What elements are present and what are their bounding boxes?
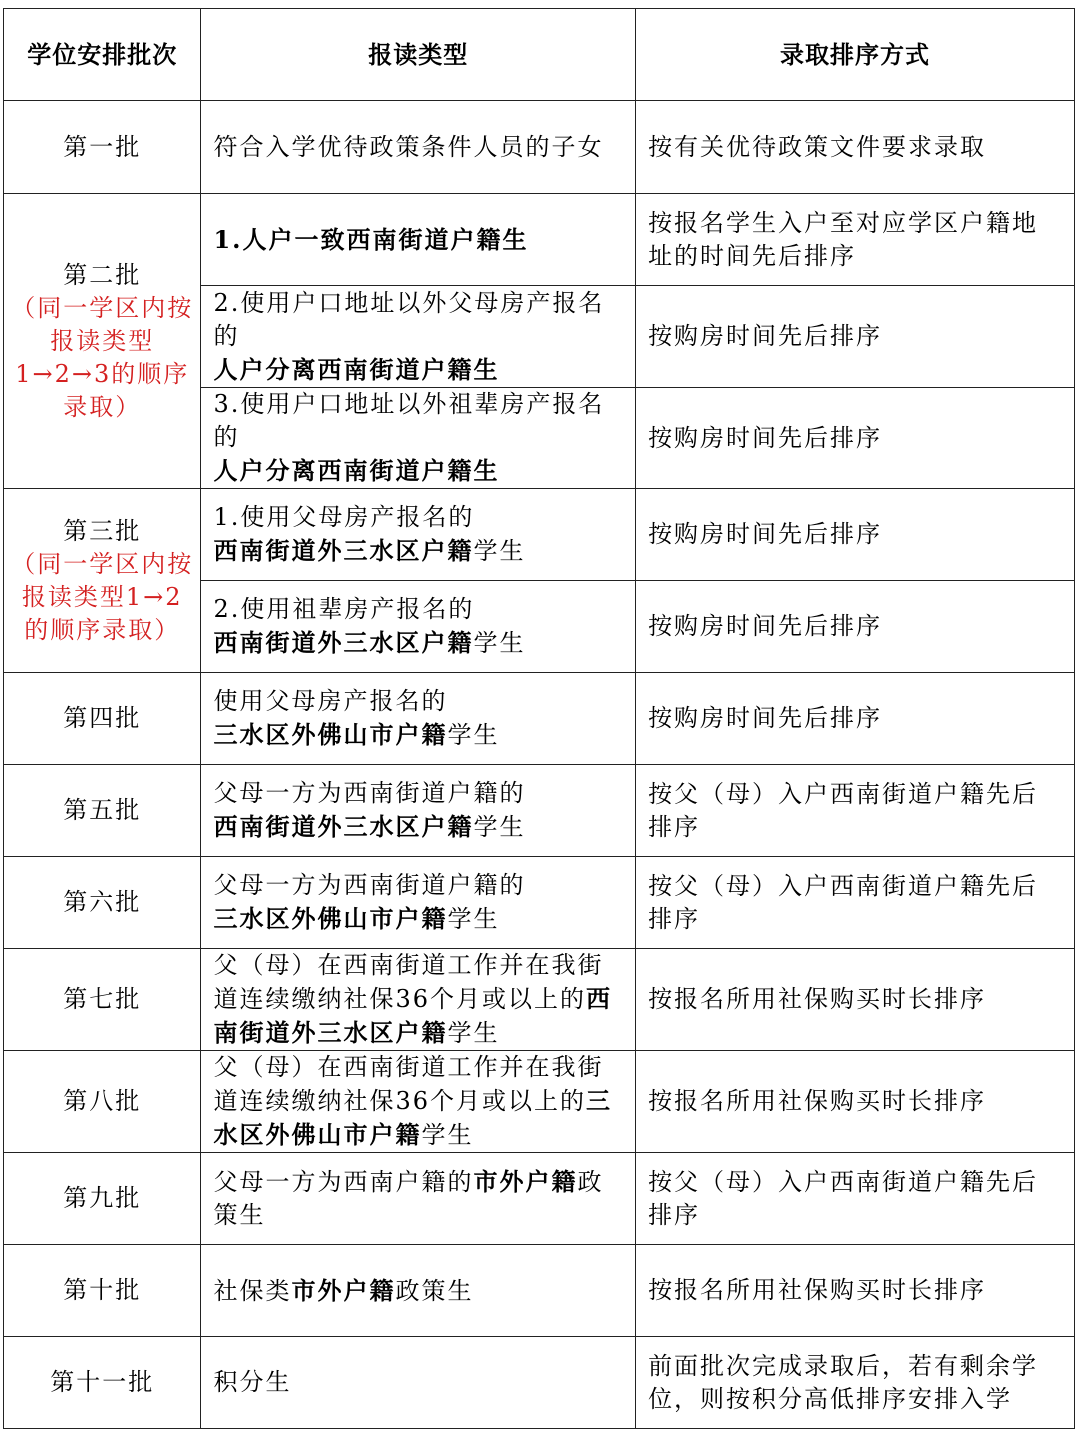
table-row bbox=[4, 489, 1075, 581]
type-suffix: 学生 bbox=[447, 721, 500, 749]
method-cell: 按报名所用社保购买时长排序 bbox=[636, 949, 1075, 1051]
type-suffix: 学生 bbox=[473, 629, 526, 657]
type-text: 父母一方为西南街道户籍的 bbox=[213, 779, 526, 807]
batch-cell: 第十批 bbox=[4, 1245, 201, 1337]
method-cell: 前面批次完成录取后，若有剩余学位，则按积分高低排序安排入学 bbox=[636, 1337, 1075, 1429]
table-row bbox=[4, 1245, 1075, 1337]
type-bold: 人户分离西南街道户籍生 bbox=[213, 456, 500, 485]
type-text: 3.使用户口地址以外祖辈房产报名的 bbox=[213, 390, 605, 451]
method-cell: 按父（母）入户西南街道户籍先后排序 bbox=[636, 857, 1075, 949]
method-cell: 按父（母）入户西南街道户籍先后排序 bbox=[636, 1153, 1075, 1245]
type-cell bbox=[201, 388, 636, 489]
type-bold: 西南街道外三水区户籍 bbox=[213, 984, 612, 1047]
type-text: 父母一方为西南户籍的 bbox=[213, 1168, 474, 1196]
type-suffix: 学生 bbox=[447, 905, 500, 933]
type-cell bbox=[201, 581, 636, 673]
header-type: 报读类型 bbox=[201, 9, 636, 101]
type-text: 使用父母房产报名的 bbox=[213, 687, 448, 715]
method-cell: 按购房时间先后排序 bbox=[636, 388, 1075, 489]
type-bold: 西南街道外三水区户籍 bbox=[213, 812, 474, 841]
batch-note: （同一学区内按报读类型1→2的顺序录取） bbox=[11, 549, 194, 644]
header-row bbox=[4, 9, 1075, 101]
type-text: 父母一方为西南街道户籍的 bbox=[213, 871, 526, 899]
table-row bbox=[4, 857, 1075, 949]
type-text: 2.使用祖辈房产报名的 bbox=[213, 595, 475, 623]
batch-cell bbox=[4, 489, 201, 673]
table-row bbox=[4, 1337, 1075, 1429]
method-cell: 按购房时间先后排序 bbox=[636, 286, 1075, 388]
table-row bbox=[4, 765, 1075, 857]
method-cell: 按购房时间先后排序 bbox=[636, 673, 1075, 765]
type-bold: 西南街道外三水区户籍 bbox=[213, 536, 474, 565]
type-cell: 符合入学优待政策条件人员的子女 bbox=[201, 101, 636, 194]
type-suffix: 学生 bbox=[473, 537, 526, 565]
type-bold: 三水区外佛山市户籍 bbox=[213, 904, 448, 933]
batch-cell: 第九批 bbox=[4, 1153, 201, 1245]
header-batch: 学位安排批次 bbox=[4, 9, 201, 101]
method-cell: 按报名所用社保购买时长排序 bbox=[636, 1245, 1075, 1337]
type-text: 父（母）在西南街道工作并在我街道连续缴纳社保36个月或以上的 bbox=[213, 951, 604, 1013]
batch-cell bbox=[4, 194, 201, 489]
batch-cell: 第六批 bbox=[4, 857, 201, 949]
type-bold: 市外户籍 bbox=[473, 1167, 578, 1196]
type-text: 父（母）在西南街道工作并在我街道连续缴纳社保36个月或以上的 bbox=[213, 1053, 604, 1115]
type-text: 社保类 bbox=[213, 1276, 292, 1305]
type-suffix: 学生 bbox=[473, 813, 526, 841]
table-row bbox=[4, 673, 1075, 765]
type-cell bbox=[201, 949, 636, 1051]
batch-cell: 第八批 bbox=[4, 1051, 201, 1153]
batch-cell: 第七批 bbox=[4, 949, 201, 1051]
method-cell: 按父（母）入户西南街道户籍先后排序 bbox=[636, 765, 1075, 857]
type-bold: 西南街道外三水区户籍 bbox=[213, 628, 474, 657]
batch-cell: 第五批 bbox=[4, 765, 201, 857]
type-cell bbox=[201, 286, 636, 388]
batch-cell: 第一批 bbox=[4, 101, 201, 194]
table-row bbox=[4, 1051, 1075, 1153]
type-text: 2.使用户口地址以外父母房产报名的 bbox=[213, 288, 605, 350]
method-cell: 按购房时间先后排序 bbox=[636, 581, 1075, 673]
type-cell bbox=[201, 194, 636, 286]
type-cell bbox=[201, 489, 636, 581]
type-suffix: 政策生 bbox=[395, 1276, 474, 1305]
batch-note: （同一学区内按报读类型1→2→3的顺序录取） bbox=[11, 293, 194, 421]
type-cell bbox=[201, 765, 636, 857]
table-row bbox=[4, 194, 1075, 286]
type-cell: 积分生 bbox=[201, 1337, 636, 1429]
type-bold: 三水区外佛山市户籍 bbox=[213, 720, 448, 749]
type-text: 1.使用父母房产报名的 bbox=[213, 503, 475, 531]
admission-table bbox=[3, 8, 1075, 1429]
type-cell bbox=[201, 1153, 636, 1245]
table-row bbox=[4, 1153, 1075, 1245]
type-suffix: 学生 bbox=[421, 1121, 474, 1149]
type-cell bbox=[201, 857, 636, 949]
type-bold: 市外户籍 bbox=[291, 1275, 396, 1305]
method-cell: 按报名学生入户至对应学区户籍地址的时间先后排序 bbox=[636, 194, 1075, 286]
batch-label: 第三批 bbox=[63, 516, 142, 545]
batch-label: 第二批 bbox=[63, 260, 142, 289]
header-method: 录取排序方式 bbox=[636, 9, 1075, 101]
type-cell bbox=[201, 1245, 636, 1337]
type-bold: 1.人户一致西南街道户籍生 bbox=[213, 224, 529, 254]
table-row bbox=[4, 949, 1075, 1051]
type-suffix: 学生 bbox=[447, 1019, 500, 1047]
method-cell: 按有关优待政策文件要求录取 bbox=[636, 101, 1075, 194]
type-bold: 三水区外佛山市户籍 bbox=[213, 1086, 612, 1149]
type-cell bbox=[201, 673, 636, 765]
method-cell: 按购房时间先后排序 bbox=[636, 489, 1075, 581]
type-cell bbox=[201, 1051, 636, 1153]
table-row bbox=[4, 101, 1075, 194]
type-bold: 人户分离西南街道户籍生 bbox=[213, 354, 500, 384]
batch-cell: 第十一批 bbox=[4, 1337, 201, 1429]
method-cell: 按报名所用社保购买时长排序 bbox=[636, 1051, 1075, 1153]
batch-cell: 第四批 bbox=[4, 673, 201, 765]
type-suffix: 政策生 bbox=[213, 1168, 604, 1229]
